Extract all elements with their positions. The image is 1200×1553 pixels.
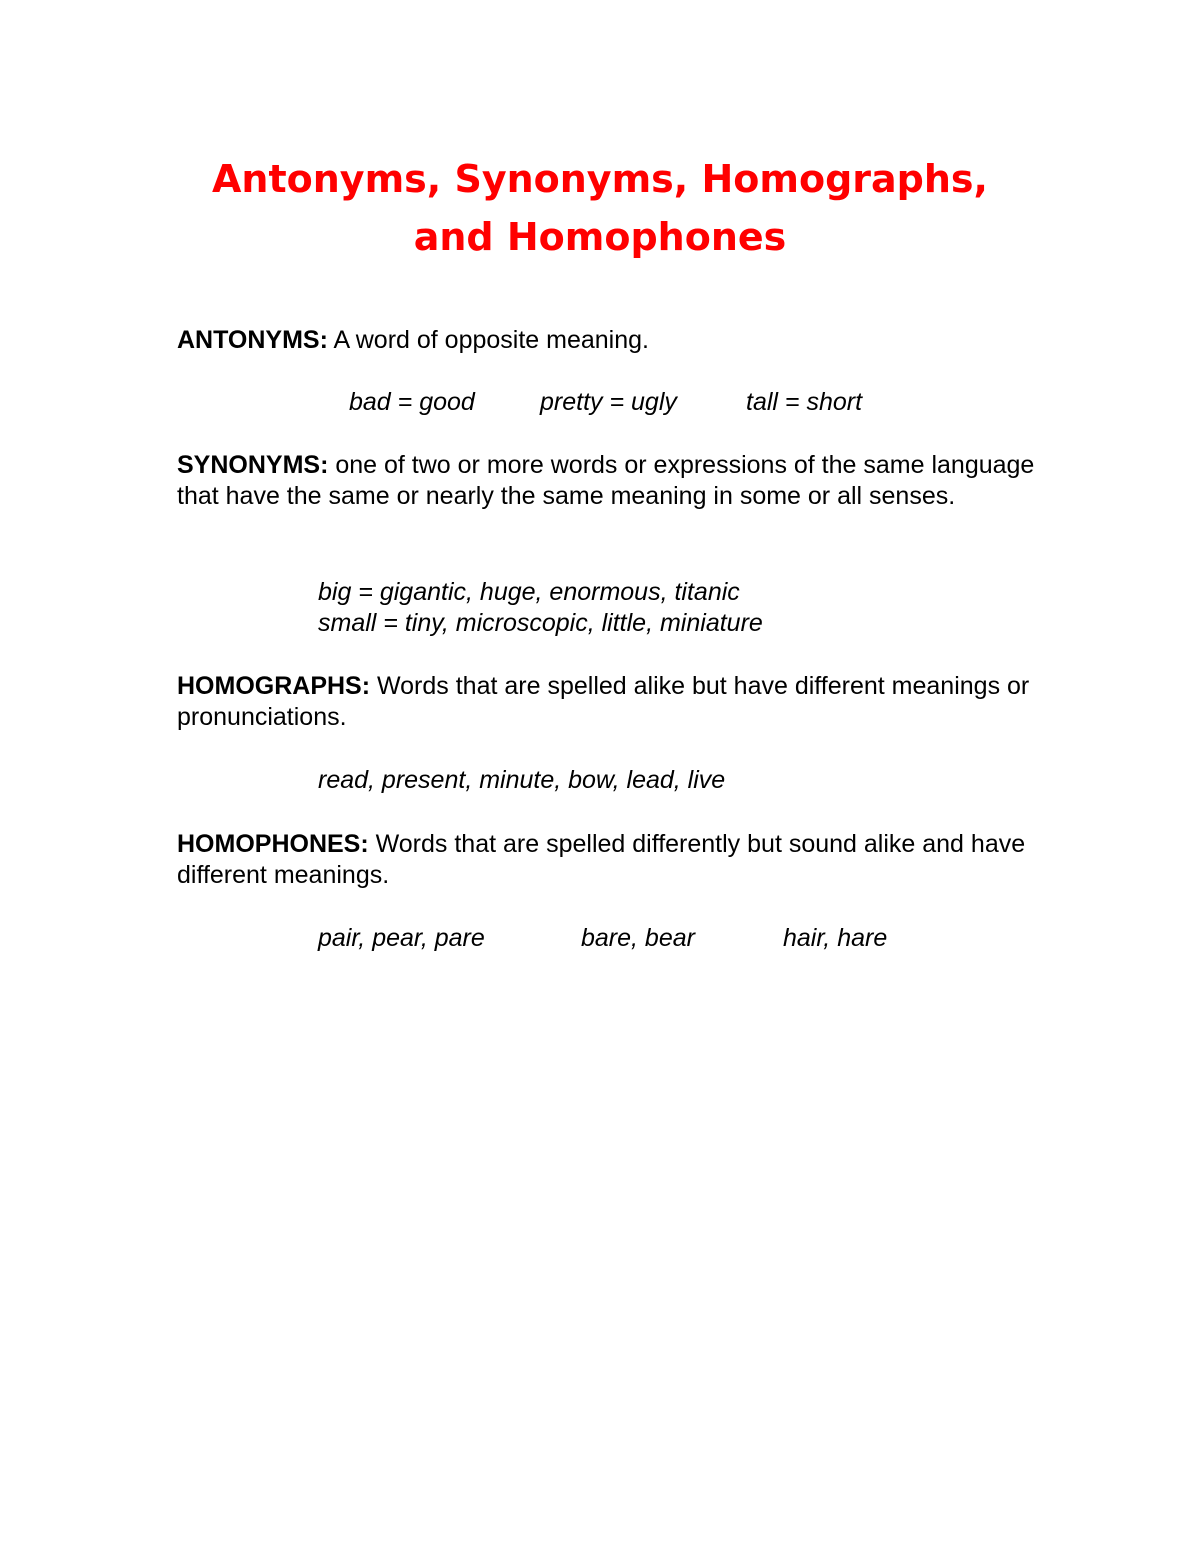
homophones-text: Words that are spelled differently but sound alike and have different meanings. <box>177 830 1026 889</box>
title-line-1: Antonyms, Synonyms, Homographs, <box>212 157 988 201</box>
homophone-example: hair, hare <box>783 924 888 952</box>
homophones-examples <box>0 923 1200 954</box>
antonyms-text: A word of opposite meaning. <box>327 326 649 354</box>
title-line-2: and Homophones <box>413 215 787 259</box>
homophones-term: HOMOPHONES: <box>177 830 369 858</box>
homographs-term: HOMOGRAPHS: <box>177 672 371 700</box>
synonym-example: small = tiny, microscopic, little, miniature <box>318 609 763 637</box>
synonym-example: big = gigantic, huge, enormous, titanic <box>318 578 740 606</box>
synonyms-term: SYNONYMS: <box>177 451 329 479</box>
homophone-example: bare, bear <box>581 924 695 952</box>
antonyms-examples <box>0 387 1200 418</box>
homographs-text: Words that are spelled alike but have different meanings or pronunciations. <box>177 672 1030 731</box>
antonym-example: pretty = ugly <box>540 388 677 416</box>
synonyms-definition <box>177 450 1037 512</box>
homograph-example: read, present, minute, bow, lead, live <box>318 766 726 794</box>
antonyms-definition <box>177 325 1037 356</box>
homophones-definition <box>177 829 1037 891</box>
antonym-example: tall = short <box>746 388 863 416</box>
homographs-examples <box>318 765 725 796</box>
homographs-definition <box>177 671 1037 733</box>
synonyms-examples <box>318 577 763 639</box>
antonyms-term: ANTONYMS: <box>177 326 328 354</box>
antonym-example: bad = good <box>349 388 475 416</box>
homophone-example: pair, pear, pare <box>318 924 485 952</box>
synonyms-text: one of two or more words or expressions of the same language that have the same or nearly the same meaning in some or all senses. <box>177 451 1035 510</box>
